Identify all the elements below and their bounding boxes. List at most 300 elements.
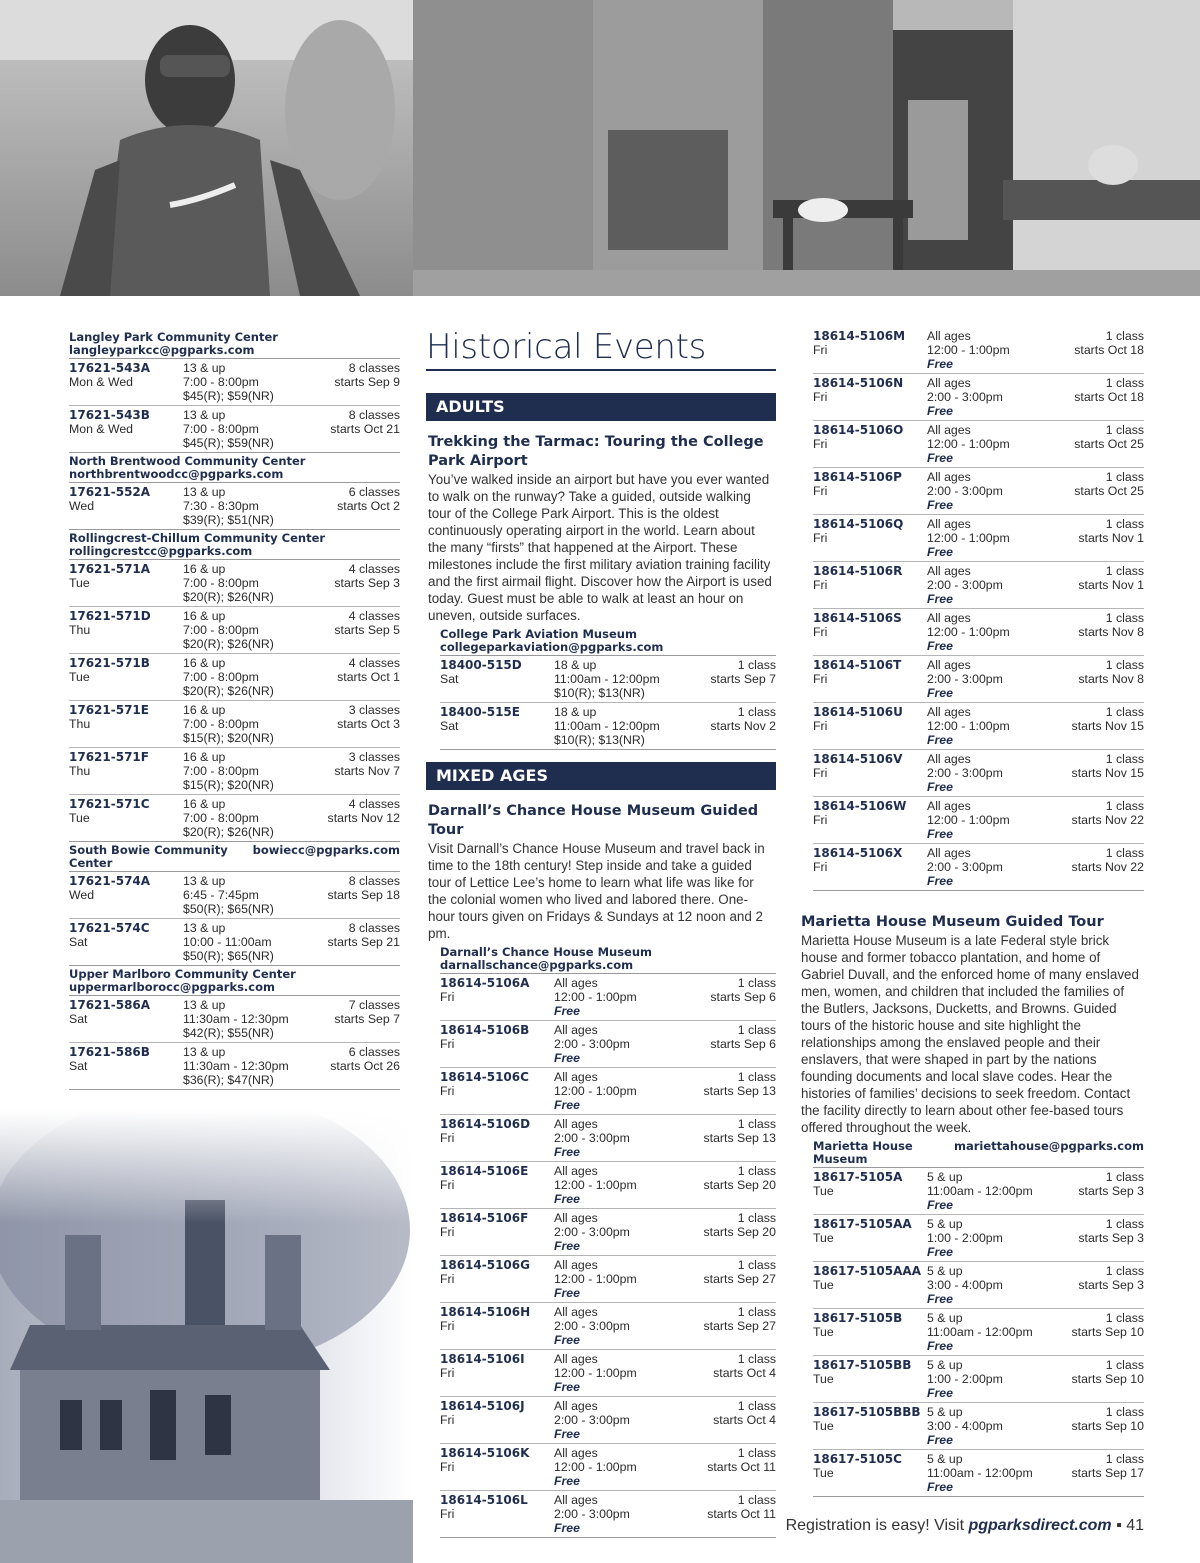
listing-row (813, 844, 1144, 890)
section-bar-mixed-ages: MIXED AGES (426, 762, 776, 790)
course-code: 18400-515E (440, 705, 520, 719)
time-range: 12:00 - 1:00pm (927, 343, 1010, 357)
photo-colonial-dining-room (413, 0, 1200, 296)
start-date: starts Oct 25 (1074, 437, 1144, 451)
venue-email[interactable]: mariettahouse@pgparks.com (953, 1139, 1144, 1153)
listing-row (813, 1403, 1144, 1450)
price: Free (554, 1004, 580, 1018)
start-date: starts Nov 1 (1078, 531, 1144, 545)
class-count: 4 classes (348, 656, 400, 670)
price: Free (927, 404, 953, 418)
listing-code-cell (69, 998, 183, 1040)
listing-detail-cell (183, 656, 337, 698)
start-date: starts Nov 8 (1078, 672, 1144, 686)
time-range: 7:00 - 8:00pm (183, 623, 259, 637)
time-range: 12:00 - 1:00pm (554, 1178, 637, 1192)
course-code: 18617-5105AA (813, 1217, 912, 1231)
listing-detail-cell (554, 1023, 710, 1065)
class-count: 6 classes (348, 1045, 400, 1059)
venue-email[interactable]: collegeparkaviation@pgparks.com (440, 640, 664, 654)
meeting-day: Fri (440, 1366, 455, 1380)
listing-detail-cell (927, 423, 1074, 465)
meeting-day: Fri (813, 625, 828, 639)
meeting-day: Sat (69, 1012, 88, 1026)
venue-header (69, 966, 400, 996)
listing-schedule-cell (1074, 423, 1144, 465)
listing-schedule-cell (710, 658, 776, 700)
venue-name: Darnall’s Chance House Museum (440, 945, 653, 959)
event-description-trekking-tarmac: You’ve walked inside an airport but have you ever wanted to walk on the runway? Take a guided, outside walking tour of the College Park Airport. This is the oldest continuously operating airport in the world. Learn about the many “firsts” that happened at the Airport. These milestones include the first military aviation training facility and the first airmail flight. Discover how the Airport is used today. Guest must be able to walk at least an hour on uneven, outside surfaces. (428, 472, 772, 623)
listing-detail-cell (927, 1264, 1078, 1306)
age-range: 18 & up (554, 658, 597, 672)
class-count: 1 class (737, 1446, 776, 1460)
class-count: 7 classes (348, 998, 400, 1012)
listing-code-cell (69, 703, 183, 745)
start-date: starts Nov 15 (1071, 719, 1144, 733)
time-range: 3:00 - 4:00pm (927, 1278, 1003, 1292)
age-range: 13 & up (183, 485, 226, 499)
meeting-day: Fri (440, 1084, 455, 1098)
listing-row (69, 406, 400, 452)
age-range: All ages (927, 705, 971, 719)
class-count: 1 class (1105, 846, 1144, 860)
listing-schedule-cell (1072, 752, 1144, 794)
listing-group (813, 1168, 1144, 1497)
class-count: 1 class (737, 658, 776, 672)
start-date: starts Sep 3 (1078, 1278, 1144, 1292)
listing-code-cell (440, 1117, 554, 1159)
start-date: starts Sep 20 (703, 1178, 776, 1192)
meeting-day: Fri (813, 578, 828, 592)
venue-header (813, 1138, 1144, 1168)
price: $20(R); $26(NR) (183, 637, 274, 651)
class-count: 1 class (1105, 1311, 1144, 1325)
course-code: 18614-5106R (813, 564, 903, 578)
age-range: 16 & up (183, 656, 226, 670)
listing-schedule-cell (337, 703, 400, 745)
listing-detail-cell (927, 799, 1072, 841)
class-count: 1 class (1105, 658, 1144, 672)
listing-schedule-cell (334, 609, 400, 651)
listing-row (440, 1350, 776, 1397)
venue-name: Upper Marlboro Community Center (69, 967, 296, 981)
listing-detail-cell (183, 750, 334, 792)
course-code: 17621-571E (69, 703, 149, 717)
age-range: 13 & up (183, 1045, 226, 1059)
listing-code-cell (69, 1045, 183, 1087)
price: Free (927, 733, 953, 747)
listing-row (69, 795, 400, 841)
time-range: 12:00 - 1:00pm (554, 1272, 637, 1286)
meeting-day: Fri (440, 1319, 455, 1333)
listing-row (813, 1356, 1144, 1403)
start-date: starts Sep 3 (1078, 1231, 1144, 1245)
listing-schedule-cell (704, 1211, 776, 1253)
price: Free (554, 1239, 580, 1253)
listing-group (69, 359, 400, 453)
age-range: All ages (554, 1493, 598, 1507)
listing-detail-cell (927, 1405, 1072, 1447)
meeting-day: Tue (813, 1325, 834, 1339)
listing-row (813, 468, 1144, 515)
start-date: starts Nov 22 (1071, 813, 1144, 827)
listing-row (440, 1209, 776, 1256)
meeting-day: Wed (69, 499, 95, 513)
class-count: 4 classes (348, 562, 400, 576)
start-date: starts Sep 17 (1071, 1466, 1144, 1480)
listing-schedule-cell (704, 1258, 776, 1300)
start-date: starts Sep 7 (334, 1012, 400, 1026)
course-code: 17621-571D (69, 609, 151, 623)
class-count: 4 classes (348, 609, 400, 623)
course-code: 18614-5106S (813, 611, 902, 625)
listing-schedule-cell (1072, 1358, 1144, 1400)
class-count: 1 class (737, 1352, 776, 1366)
time-range: 7:00 - 8:00pm (183, 764, 259, 778)
listing-schedule-cell (1074, 376, 1144, 418)
listing-code-cell (440, 1164, 554, 1206)
course-code: 18617-5105B (813, 1311, 903, 1325)
price: $36(R); $47(NR) (183, 1073, 274, 1087)
listing-code-cell (69, 750, 183, 792)
listing-detail-cell (554, 658, 710, 700)
time-range: 2:00 - 3:00pm (927, 390, 1003, 404)
course-code: 18614-5106N (813, 376, 904, 390)
class-count: 1 class (737, 705, 776, 719)
listing-group (69, 872, 400, 966)
meeting-day: Thu (69, 717, 91, 731)
start-date: starts Oct 4 (713, 1413, 776, 1427)
age-range: All ages (927, 329, 971, 343)
listing-row (813, 750, 1144, 797)
age-range: 16 & up (183, 797, 226, 811)
listing-row (69, 654, 400, 701)
age-range: All ages (554, 1023, 598, 1037)
price: Free (927, 1386, 953, 1400)
listing-row (813, 1450, 1144, 1496)
listing-row (813, 1215, 1144, 1262)
meeting-day: Fri (813, 343, 828, 357)
start-date: starts Nov 8 (1078, 625, 1144, 639)
venue-header-text (69, 968, 296, 994)
age-range: All ages (554, 1258, 598, 1272)
event-description-darnalls-chance: Visit Darnall’s Chance House Museum and travel back in time to the 18th century! Step inside and take a guided tour of Lettice Lee’s home to learn what life was like for the colonial women who lived and labored there. One-hour tours given on Fridays & Sundays at 12 noon and 2 pm. (428, 841, 765, 941)
listing-code-cell (440, 1023, 554, 1065)
venue-header (440, 944, 776, 974)
course-code: 18614-5106A (440, 976, 530, 990)
course-code: 17621-571F (69, 750, 149, 764)
price: $42(R); $55(NR) (183, 1026, 274, 1040)
meeting-day: Fri (813, 813, 828, 827)
course-code: 17621-586B (69, 1045, 150, 1059)
time-range: 7:00 - 8:00pm (183, 422, 259, 436)
listing-code-cell (69, 874, 183, 916)
listing-row (440, 1068, 776, 1115)
class-count: 8 classes (348, 361, 400, 375)
listing-detail-cell (554, 1493, 707, 1535)
price: Free (554, 1051, 580, 1065)
meeting-day: Tue (813, 1372, 834, 1386)
listing-schedule-cell (328, 797, 400, 839)
course-code: 18614-5106T (813, 658, 902, 672)
age-range: All ages (927, 470, 971, 484)
venue-email[interactable]: langleyparkcc@pgparks.com (69, 343, 255, 357)
listing-row (440, 656, 776, 703)
age-range: All ages (554, 1399, 598, 1413)
time-range: 7:00 - 8:00pm (183, 670, 259, 684)
listing-detail-cell (927, 846, 1072, 888)
listing-schedule-cell (710, 976, 776, 1018)
age-range: 16 & up (183, 562, 226, 576)
listing-schedule-cell (1078, 611, 1144, 653)
course-code: 18614-5106F (440, 1211, 529, 1225)
class-count: 1 class (1105, 799, 1144, 813)
listing-schedule-cell (704, 1305, 776, 1347)
start-date: starts Sep 27 (703, 1272, 776, 1286)
time-range: 2:00 - 3:00pm (927, 578, 1003, 592)
listing-row (440, 1021, 776, 1068)
price: $20(R); $26(NR) (183, 590, 274, 604)
listing-row (440, 1115, 776, 1162)
price: Free (554, 1192, 580, 1206)
meeting-day: Fri (440, 1460, 455, 1474)
age-range: All ages (927, 752, 971, 766)
listing-code-cell (69, 797, 183, 839)
listing-group (69, 483, 400, 530)
age-range: All ages (554, 1305, 598, 1319)
listing-code-cell (69, 361, 183, 403)
meeting-day: Fri (813, 860, 828, 874)
listing-detail-cell (183, 874, 328, 916)
time-range: 11:00am - 12:00pm (554, 719, 660, 733)
course-code: 18617-5105AAA (813, 1264, 921, 1278)
time-range: 7:30 - 8:30pm (183, 499, 259, 513)
start-date: starts Nov 12 (327, 811, 400, 825)
time-range: 2:00 - 3:00pm (554, 1319, 630, 1333)
listing-row (440, 1303, 776, 1350)
time-range: 11:00am - 12:00pm (927, 1184, 1033, 1198)
class-count: 3 classes (348, 703, 400, 717)
start-date: starts Sep 10 (1071, 1325, 1144, 1339)
meeting-day: Mon & Wed (69, 422, 134, 436)
class-count: 1 class (737, 1305, 776, 1319)
start-date: starts Sep 10 (1071, 1419, 1144, 1433)
listing-detail-cell (927, 658, 1078, 700)
class-count: 1 class (737, 1070, 776, 1084)
listing-group (440, 974, 776, 1538)
start-date: starts Sep 7 (710, 672, 776, 686)
class-count: 6 classes (348, 485, 400, 499)
price: Free (927, 1339, 953, 1353)
listing-schedule-cell (1074, 329, 1144, 371)
age-range: 13 & up (183, 408, 226, 422)
time-range: 2:00 - 3:00pm (927, 484, 1003, 498)
listing-code-cell (440, 1399, 554, 1441)
age-range: 5 & up (927, 1405, 963, 1419)
class-count: 1 class (1105, 1405, 1144, 1419)
age-range: All ages (927, 376, 971, 390)
venue-header-text (69, 331, 278, 357)
section-bar-adults: ADULTS (426, 393, 776, 421)
class-count: 1 class (1105, 423, 1144, 437)
price: $39(R); $51(NR) (183, 513, 274, 527)
time-range: 11:30am - 12:30pm (183, 1012, 289, 1026)
listing-detail-cell (183, 921, 328, 963)
start-date: starts Oct 4 (713, 1366, 776, 1380)
listing-schedule-cell (710, 705, 776, 747)
listing-row (440, 1162, 776, 1209)
listing-code-cell (440, 976, 554, 1018)
listing-group (440, 656, 776, 750)
price: Free (554, 1098, 580, 1112)
age-range: 5 & up (927, 1311, 963, 1325)
listing-row (813, 562, 1144, 609)
listing-schedule-cell (707, 1446, 776, 1488)
venue-email[interactable]: rollingcrestcc@pgparks.com (69, 544, 253, 558)
time-range: 12:00 - 1:00pm (554, 1460, 637, 1474)
venue-header (69, 329, 400, 359)
class-count: 1 class (1105, 470, 1144, 484)
price: Free (554, 1380, 580, 1394)
listing-code-cell (813, 658, 927, 700)
start-date: starts Sep 3 (334, 576, 400, 590)
time-range: 10:00 - 11:00am (183, 935, 272, 949)
time-range: 2:00 - 3:00pm (927, 766, 1003, 780)
age-range: 5 & up (927, 1170, 963, 1184)
time-range: 7:00 - 8:00pm (183, 717, 259, 731)
age-range: All ages (927, 564, 971, 578)
age-range: All ages (927, 846, 971, 860)
course-code: 17621-552A (69, 485, 151, 499)
class-count: 8 classes (348, 408, 400, 422)
course-code: 17621-543A (69, 361, 151, 375)
course-code: 17621-571B (69, 656, 150, 670)
listing-code-cell (813, 517, 927, 559)
start-date: starts Oct 11 (707, 1507, 776, 1521)
class-count: 1 class (1105, 1170, 1144, 1184)
venue-name: Langley Park Community Center (69, 330, 278, 344)
age-range: All ages (554, 1117, 598, 1131)
time-range: 12:00 - 1:00pm (927, 437, 1010, 451)
class-count: 1 class (1105, 376, 1144, 390)
class-count: 1 class (1105, 752, 1144, 766)
age-range: 13 & up (183, 361, 226, 375)
venue-email[interactable]: uppermarlborocc@pgparks.com (69, 980, 276, 994)
listing-row (813, 374, 1144, 421)
listing-code-cell (440, 1352, 554, 1394)
time-range: 11:30am - 12:30pm (183, 1059, 289, 1073)
venue-email[interactable]: bowiecc@pgparks.com (252, 843, 400, 857)
venue-header-text (440, 946, 652, 972)
event-description-marietta-house: Marietta House Museum is a late Federal style brick house and former tobacco plantation, and home of Gabriel Duvall, and the enforced home of many enslaved men, women, and children that included the families of the Butlers, Jacksons, Ducketts, and Browns. Guided tours of the historic house and site highlight the relationships among the enslaved people and their enslavers, that were shaped in part by the nations founding documents and local slave codes. Hear the histories of families’ decisions to seek freedom. Contact the facility directly to learn about other fee-based tours offered throughout the week. (801, 933, 1139, 1135)
course-code: 18617-5105A (813, 1170, 903, 1184)
price: $15(R); $20(NR) (183, 731, 274, 745)
start-date: starts Sep 9 (334, 375, 400, 389)
listing-detail-cell (927, 1311, 1072, 1353)
venue-email[interactable]: darnallschance@pgparks.com (440, 958, 634, 972)
time-range: 12:00 - 1:00pm (927, 531, 1010, 545)
venue-email[interactable]: northbrentwoodcc@pgparks.com (69, 467, 284, 481)
class-count: 1 class (737, 1399, 776, 1413)
price: Free (554, 1474, 580, 1488)
time-range: 12:00 - 1:00pm (554, 1366, 637, 1380)
listing-schedule-cell (334, 750, 400, 792)
meeting-day: Fri (813, 484, 828, 498)
listing-detail-cell (927, 611, 1078, 653)
price: Free (927, 639, 953, 653)
course-code: 17621-571C (69, 797, 150, 811)
listing-schedule-cell (330, 408, 400, 450)
venue-header (440, 626, 776, 656)
class-count: 1 class (737, 1117, 776, 1131)
listing-code-cell (69, 485, 183, 527)
meeting-day: Fri (813, 719, 828, 733)
listing-row (813, 609, 1144, 656)
start-date: starts Sep 3 (1078, 1184, 1144, 1198)
course-code: 18614-5106E (440, 1164, 529, 1178)
venue-name: Rollingcrest-Chillum Community Center (69, 531, 326, 545)
age-range: All ages (927, 423, 971, 437)
start-date: starts Oct 18 (1074, 390, 1144, 404)
listing-detail-cell (183, 562, 334, 604)
listing-schedule-cell (337, 656, 400, 698)
class-count: 1 class (737, 1493, 776, 1507)
listing-code-cell (440, 1258, 554, 1300)
time-range: 2:00 - 3:00pm (554, 1413, 630, 1427)
course-code: 18614-5106I (440, 1352, 525, 1366)
price: Free (927, 357, 953, 371)
start-date: starts Sep 13 (703, 1131, 776, 1145)
price: $45(R); $59(NR) (183, 389, 274, 403)
age-range: 13 & up (183, 874, 226, 888)
listing-detail-cell (927, 1452, 1072, 1494)
price: Free (927, 545, 953, 559)
listing-detail-cell (554, 1446, 707, 1488)
start-date: starts Oct 26 (330, 1059, 400, 1073)
listing-row (69, 359, 400, 406)
listing-row (813, 421, 1144, 468)
price: $20(R); $26(NR) (183, 684, 274, 698)
listing-detail-cell (554, 1399, 713, 1441)
event-title-marietta-house: Marietta House Museum Guided Tour (801, 914, 1104, 930)
start-date: starts Nov 15 (1071, 766, 1144, 780)
page-title: Historical Events (426, 327, 776, 371)
start-date: starts Oct 11 (707, 1460, 776, 1474)
age-range: All ages (927, 611, 971, 625)
price: Free (927, 1198, 953, 1212)
listing-schedule-cell (330, 1045, 400, 1087)
meeting-day: Tue (69, 811, 90, 825)
listing-schedule-cell (710, 1023, 776, 1065)
venue-header-text (440, 628, 663, 654)
meeting-day: Tue (813, 1466, 834, 1480)
course-code: 17621-543B (69, 408, 150, 422)
price: Free (927, 1433, 953, 1447)
footer-url-link[interactable]: pgparksdirect.com (968, 1517, 1112, 1534)
page-footer (690, 1517, 1144, 1535)
listing-schedule-cell (1072, 846, 1144, 888)
price: Free (927, 827, 953, 841)
listing-code-cell (69, 408, 183, 450)
age-range: All ages (554, 1352, 598, 1366)
time-range: 11:00am - 12:00pm (927, 1466, 1033, 1480)
course-code: 18614-5106W (813, 799, 907, 813)
age-range: 5 & up (927, 1217, 963, 1231)
course-code: 18614-5106P (813, 470, 902, 484)
start-date: starts Nov 22 (1071, 860, 1144, 874)
class-count: 1 class (1105, 1217, 1144, 1231)
venue-header-text (69, 455, 305, 481)
